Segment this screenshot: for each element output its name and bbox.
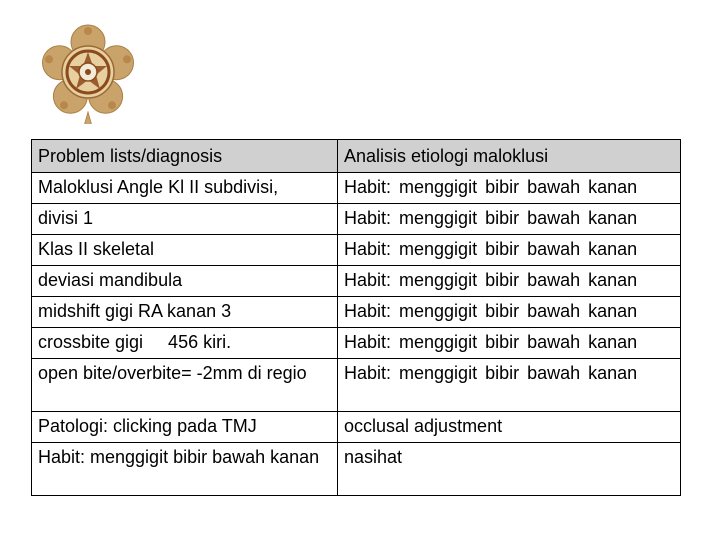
etiology-cell: Habit: menggigit bibir bawah kanan <box>338 359 681 412</box>
problem-cell: Patologi: clicking pada TMJ <box>32 412 338 443</box>
etiology-cell: Habit: menggigit bibir bawah kanan <box>338 204 681 235</box>
university-emblem-logo <box>36 20 140 124</box>
problem-cell: divisi 1 <box>32 204 338 235</box>
table-header-row <box>32 140 681 173</box>
problem-cell: Maloklusi Angle Kl II subdivisi, <box>32 173 338 204</box>
etiology-cell: Habit: menggigit bibir bawah kanan <box>338 328 681 359</box>
table-row <box>32 204 681 235</box>
problem-cell: crossbite gigi 456 kiri. <box>32 328 338 359</box>
etiology-cell: Habit: menggigit bibir bawah kanan <box>338 235 681 266</box>
diagnosis-table <box>31 139 681 496</box>
header-problem-list: Problem lists/diagnosis <box>32 140 338 173</box>
etiology-cell: Habit: menggigit bibir bawah kanan <box>338 297 681 328</box>
problem-cell: open bite/overbite= -2mm di regio <box>32 359 338 412</box>
etiology-cell: occlusal adjustment <box>338 412 681 443</box>
problem-cell: midshift gigi RA kanan 3 <box>32 297 338 328</box>
problem-cell: deviasi mandibula <box>32 266 338 297</box>
table-row <box>32 173 681 204</box>
etiology-cell: Habit: menggigit bibir bawah kanan <box>338 173 681 204</box>
etiology-cell: Habit: menggigit bibir bawah kanan <box>338 266 681 297</box>
etiology-cell: nasihat <box>338 443 681 496</box>
header-etiology-analysis: Analisis etiologi maloklusi <box>338 140 681 173</box>
table-row <box>32 297 681 328</box>
table-row <box>32 412 681 443</box>
problem-cell: Habit: menggigit bibir bawah kanan <box>32 443 338 496</box>
table-row <box>32 443 681 496</box>
problem-cell: Klas II skeletal <box>32 235 338 266</box>
table-row <box>32 266 681 297</box>
table-row <box>32 328 681 359</box>
table-row <box>32 235 681 266</box>
table-row <box>32 359 681 412</box>
